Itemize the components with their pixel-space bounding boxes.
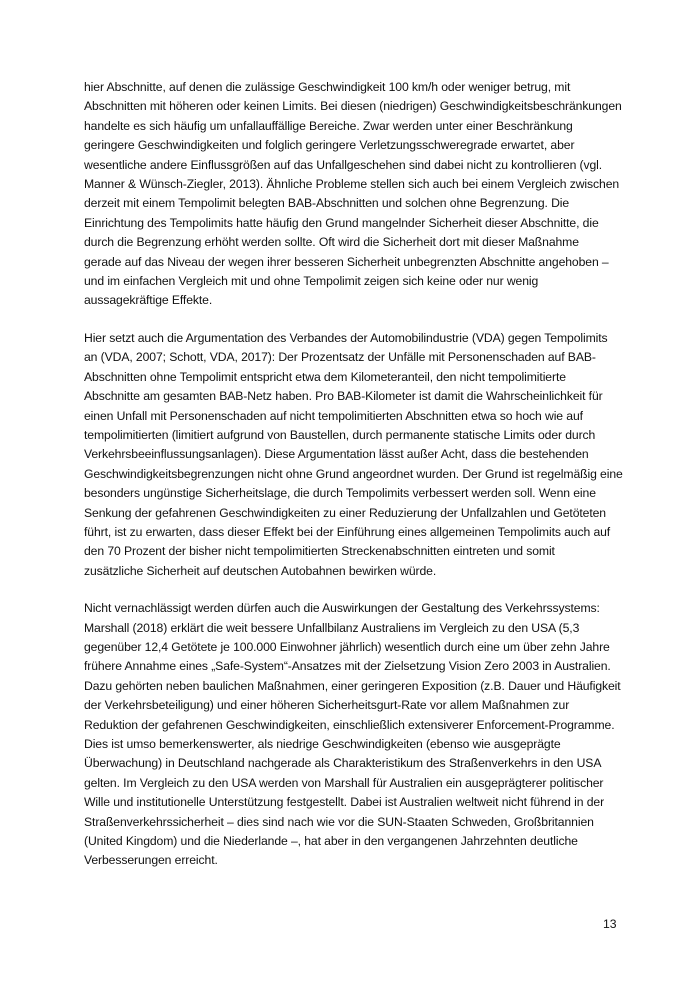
text-line: Abschnitten mit höheren oder keinen Limits. Bei diesen (niedrigen) Geschwindigkeitsbeschränkungen <box>84 99 622 114</box>
text-line: durch die Begrenzung erhöht werden sollte. Oft wird die Sicherheit dort mit dieser Maßnahme <box>84 235 579 250</box>
paragraph-speed-limit-comparison <box>84 78 622 311</box>
text-line: Reduktion der gefahrenen Geschwindigkeiten, einschließlich extensiverer Enforcement-Programme. <box>84 717 615 732</box>
text-line: frühere Annahme eines „Safe-System“-Ansatzes mit der Zielsetzung Vision Zero 2003 in Australien. <box>84 659 611 674</box>
paragraph-traffic-system-design <box>84 599 619 871</box>
page-number: 13 <box>603 917 617 931</box>
text-line: Einrichtung des Tempolimits hatte häufig den Grund mangelnder Sicherheit dieser Abschnitte, die <box>84 215 599 230</box>
text-line: hier Abschnitte, auf denen die zulässige Geschwindigkeit 100 km/h oder weniger betrug, mit <box>84 80 571 94</box>
text-line: gerade auf das Niveau der wegen ihrer besseren Sicherheit unbegrenzten Abschnitte angehoben – <box>84 254 609 269</box>
text-line: Senkung der gefahrenen Geschwindigkeiten zu einer Reduzierung der Unfallzahlen und Getöteten <box>84 505 606 520</box>
text-line: (United Kingdom) und die Niederlande –, hat aber in den vergangenen Jahrzehnten deutliche <box>84 834 578 849</box>
text-line: aussagekräftige Effekte. <box>84 293 213 308</box>
text-line: Manner & Wünsch-Ziegler, 2013). Ähnliche Probleme stellen sich auch bei einem Vergleich zwischen <box>84 177 620 192</box>
text-line: tempolimitierten (limitiert aufgrund von Baustellen, durch permanente statische Limits oder durch <box>84 427 596 442</box>
paragraph-vda-argumentation <box>84 329 623 581</box>
text-line: Abschnitten ohne Tempolimit entspricht etwa dem Kilometeranteil, den nicht tempolimitierte <box>84 369 566 384</box>
text-line: Verbesserungen erreicht. <box>84 853 218 868</box>
text-line: Nicht vernachlässigt werden dürfen auch die Auswirkungen der Gestaltung des Verkehrssystems: <box>84 601 600 616</box>
text-line: der Verkehrsbeteiligung) und einer höheren Sicherheitsgurt-Rate vor allem Maßnahmen zur <box>84 698 570 713</box>
text-line: derzeit mit einem Tempolimit belegten BAB-Abschnitten und solchen ohne Begrenzung. Die <box>84 196 570 211</box>
text-line: zusätzliche Sicherheit auf deutschen Autobahnen bewirken würde. <box>84 563 437 578</box>
text-line: führt, ist zu erwarten, dass dieser Effekt bei der Einführung eines allgemeinen Tempolimits auch auf <box>84 524 611 539</box>
text-line: den 70 Prozent der bisher nicht tempolimitierten Streckenabschnitten eintreten und somit <box>84 544 555 559</box>
text-line: Hier setzt auch die Argumentation des Verbandes der Automobilindustrie (VDA) gegen Tempolimits <box>84 330 608 345</box>
text-line: und im einfachen Vergleich mit und ohne Tempolimit zeigen sich keine oder nur wenig <box>84 274 539 289</box>
text-line: Verkehrsbeeinflussungsanlagen). Diese Argumentation lässt außer Acht, dass die bestehenden <box>84 447 589 462</box>
text-line: gelten. Im Vergleich zu den USA werden von Marshall für Australien ein ausgeprägterer politischer <box>84 775 604 790</box>
text-line: gegenüber 12,4 Getötete je 100.000 Einwohner jährlich) wesentlich durch eine um über zehn Jahre <box>84 639 610 654</box>
text-line: handelte es sich häufig um unfallauffällige Bereiche. Zwar werden unter einer Beschränkung <box>84 118 573 133</box>
text-line: Geschwindigkeitsbegrenzungen nicht ohne Grund angeordnet wurden. Der Grund ist regelmäßig eine <box>84 466 623 481</box>
text-line: Wille und institutionelle Unterstützung festgestellt. Dabei ist Australien weltweit nicht führend in der <box>84 795 605 810</box>
text-line: Überwachung) in Deutschland nachgerade als Charakteristikum des Straßenverkehrs in den USA <box>84 756 602 771</box>
text-line: wesentliche andere Einflussgrößen auf das Unfallgeschehen sind dabei nicht zu kontrollieren (vgl. <box>84 157 603 172</box>
text-line: Marshall (2018) erklärt die weit bessere Unfallbilanz Australiens im Vergleich zu den USA (5,3 <box>84 620 580 635</box>
text-line: Dazu gehörten neben baulichen Maßnahmen, einer geringeren Exposition (z.B. Dauer und Häufigkeit <box>84 678 621 693</box>
text-line: Straßenverkehrssicherheit – dies sind nach wie vor die SUN-Staaten Schweden, Großbritannien <box>84 814 594 829</box>
body-text <box>84 78 623 889</box>
text-line: einen Unfall mit Personenschaden auf nicht tempolimitierten Abschnitten etwa so hoch wie auf <box>84 408 583 423</box>
text-line: Abschnitte am gesamten BAB-Netz haben. Pro BAB-Kilometer ist damit die Wahrscheinlichkeit für <box>84 389 603 404</box>
text-line: Dies ist umso bemerkenswerter, als niedrige Geschwindigkeiten (ebenso wie ausgeprägte <box>84 737 561 751</box>
text-line: geringere Geschwindigkeiten und folglich geringere Verletzungsschweregrade erwartet, aber <box>84 138 575 153</box>
text-line: an (VDA, 2007; Schott, VDA, 2017): Der Prozentsatz der Unfälle mit Personenschaden auf BAB- <box>84 350 596 365</box>
text-line: besonders ungünstige Sicherheitslage, die durch Tempolimits verbessert werden soll. Wenn eine <box>84 486 596 501</box>
